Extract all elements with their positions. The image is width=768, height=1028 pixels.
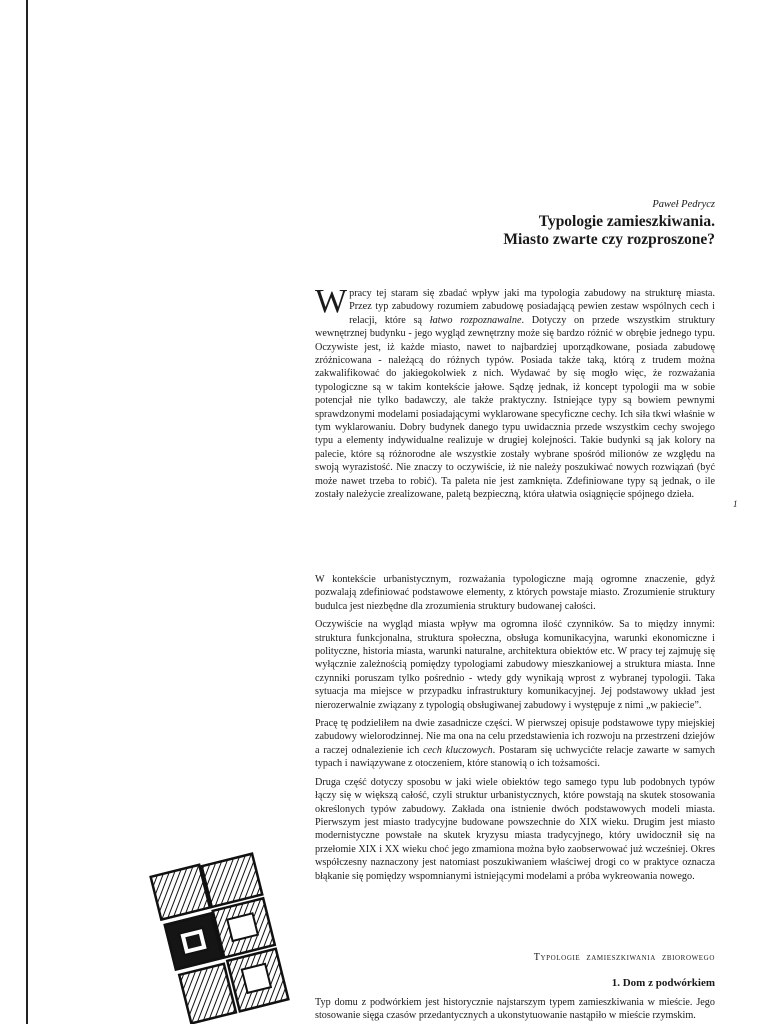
drop-cap: W — [315, 283, 348, 320]
intro-text-1: pracy tej staram się zbadać wpływ jaki ma typologia zabudowy na strukturę miasta. Przez typ zabudowy rozumiem zabudowę posiadającą pewien zestaw wspólnych cech i relacji, które są — [349, 288, 715, 326]
paragraph-2: Oczywiście na wygląd miasta wpływ ma ogromna ilość czynników. Sa to między innymi: struktura funkcjonalna, struktura społeczna, obsługa komunikacyjna, warunki ekonomiczne i polityczne, historia miasta, warunki naturalne, architektura obiektów etc. W pracy tej zajmuję się wyłącznie zależnością pomiędzy typologiami zabudowy mieszkaniowej a struktura miasta. Inne czynniki poruszam tylko pośrednio - wtedy gdy wynikają wprost z wybranej typologii. Taka sytuacja ma miejsce w przypadku infrastruktury komunikacyjnej. Jej podstawowy układ jest nierozerwalnie związany z typologią obsługiwanej zabudowy i występuje z nimi „w pakiecie”. — [315, 619, 715, 711]
title-line-1: Typologie zamieszkiwania. — [538, 213, 715, 230]
page-title — [503, 213, 715, 249]
section-body — [315, 996, 715, 1028]
paragraph-3-text-2: . Postaram się uchwycićte relacje zawarte w samych typach i nawiązywane z otoczeniem, które stanowią o ich tożsamości. — [315, 744, 715, 770]
author-name: Paweł Pedrycz — [652, 199, 715, 210]
section-header: Typologie zamieszkiwania zbiorowego — [533, 952, 715, 963]
hatched-block-plan-sketch-icon — [140, 850, 300, 1024]
intro-paragraph — [315, 283, 715, 507]
footnote-mark: 1 — [733, 499, 738, 509]
intro-text-2: . Dotyczy on przede wszystkim struktury wewnętrznej budynku - jego wygląd zewnętrzny może się bardzo różnić w obrębie jednego typu. Oczywiste jest, iż każde miasto, nawet to najbardziej uporządkowane, posiada zabudowę zróżnicowana - należącą do różnych typów. Posiada także taką, którą z trudem można zakwalifikować do jakiegokolwiek z nich. Wydawać by się mogło więc, że rozważania typologiczne są w takim kontekście jałowe. Sądzę jednak, iż koncept typologii ma w sobie potencjał nie tylko badawczy, ale także praktyczny. Istniejące typy są bowiem pewnymi sprawdzonymi modelami posiadającymi wyklarowane specyficzne cechy. Ich siła tkwi właśnie w tym wyklarowaniu. Dobry budynek danego typu uwidacznia przede wszystkim cechy swojego typu a elementy indywidualne realizuje w drugiej kolejności. Takie budynki są jak kolory na palecie, które są różnorodne ale wszystkie zostały wybrane spośród milionów ze względu na swoją wyrazistość. Nie znaczy to oczywiście, iż nie należy poszukiwać nowych rozwiązań (być może nawet trzeba to robić). Ta paleta nie jest zamknięta. Zdefiniowane typy są jednak, o ile zostały należycie zrealizowane, paletą bezpieczną, która ułatwia osiągnięcie spójnego dzieła. — [315, 314, 715, 501]
paragraph-4: Druga część dotyczy sposobu w jaki wiele obiektów tego samego typu lub podobnych typów łączy się w większą całość, czyli struktur urbanistycznych, które powstają na skutek stosowania określonych typów zabudowy. Zakłada ona istnienie dwóch podstawowych modeli miasta. Pierwszym jest miasto tradycyjne budowane powszechnie do XIX wieku. Drugim jest miasto modernistyczne powstałe na skutek kryzysu miasta tradycyjnego, który uwidocznił się na przełomie XIX i XX wieku choć jego zmamiona można było zaobserwować już wcześniej. Okres współczesny naznaczony jest natomiast poszukiwaniem właściwej drogi co w praktyce oznacza błąkanie się pomiędzy wspomnianymi istniejącymi modelami a próba wykreowania nowego. — [315, 776, 715, 882]
title-line-2: Miasto zwarte czy rozproszone? — [503, 231, 715, 248]
margin-rule — [26, 0, 28, 1024]
paragraph-1: W kontekście urbanistycznym, rozważania typologiczne mają ogromne znaczenie, gdyż pozwalają zdefiniować podstawowe elementy, z których powstaje miasto. Zrozumienie struktury budulca jest niezbędne dla zrozumienia struktury budowanej całości. — [315, 574, 715, 612]
intro-emphasis: łatwo rozpoznawalne — [429, 314, 522, 326]
paragraph-3-emphasis: cech kluczowych — [423, 744, 493, 756]
paragraph-3 — [315, 717, 715, 771]
body-text — [315, 573, 715, 888]
section-paragraph: Typ domu z podwórkiem jest historycznie najstarszym typem zamieszkiwania w mieście. Jego stosowanie sięga czasów przedantycznych a ukonstytuowanie nastąpiło w mieście rzymskim. — [315, 997, 715, 1022]
section-title: 1. Dom z podwórkiem — [611, 977, 715, 989]
paragraph-3-text-1: Pracę tę podzieliłem na dwie zasadnicze części. W pierwszej opisuje podstawowe typy miejskiej zabudowy wielorodzinnej. Nie ma ona na celu przedstawienia ich rozwoju na przestrzeni dziejów a raczej odnalezienie ich — [315, 718, 715, 756]
